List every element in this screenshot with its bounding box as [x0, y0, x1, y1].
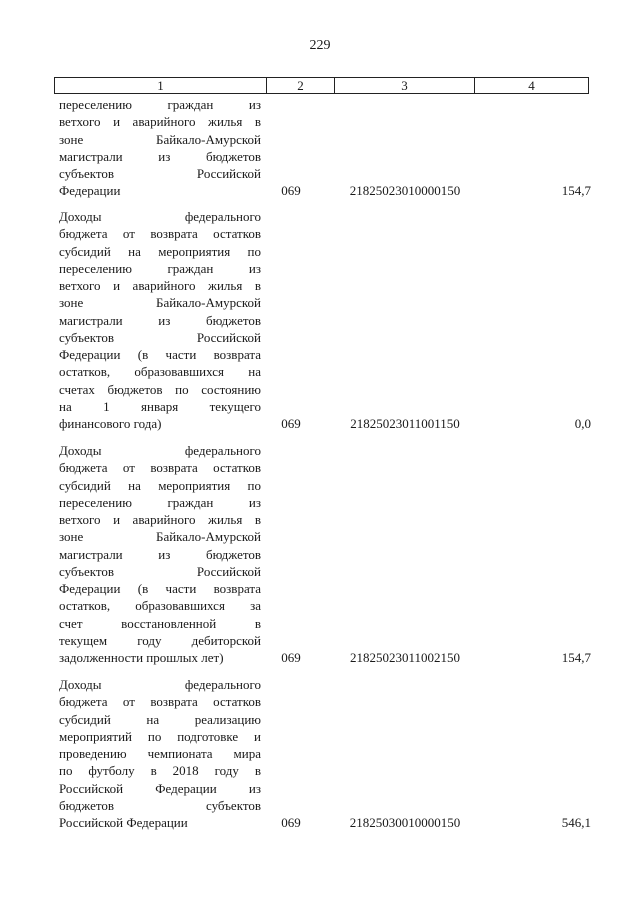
table-row — [59, 442, 591, 666]
admin-code: 069 — [281, 815, 301, 830]
desc-line: остатков, образовавшихся на — [59, 364, 261, 380]
table-row-continuation — [59, 96, 591, 200]
desc-line: магистрали из бюджетов — [59, 148, 261, 164]
header-row — [55, 78, 589, 94]
amount: 0,0 — [574, 416, 591, 431]
desc-line: бюджета от возврата остатков — [59, 460, 261, 476]
row-description — [59, 442, 261, 666]
desc-line: субсидий на реализацию — [59, 711, 261, 727]
desc-line: финансового года) — [59, 416, 162, 431]
desc-line: бюджета от возврата остатков — [59, 226, 261, 242]
desc-line: зоне Байкало-Амурской — [59, 295, 261, 311]
bk-code: 21825030010000150 — [349, 815, 461, 830]
desc-line: субъектов Российской — [59, 166, 261, 181]
desc-line: переселению граждан из — [59, 97, 261, 112]
desc-line: ветхого и аварийного жилья в — [59, 114, 261, 130]
desc-line: ветхого и аварийного жилья в — [59, 512, 261, 527]
row-description — [59, 676, 261, 831]
desc-line: Федерации — [59, 183, 121, 199]
desc-line: Российской Федерации — [59, 815, 188, 830]
table-header — [54, 77, 589, 94]
desc-line: субъектов Российской — [59, 329, 261, 345]
bk-code: 21825023011002150 — [349, 650, 461, 665]
header-col-2: 2 — [267, 78, 335, 94]
page-number: 229 — [309, 38, 331, 53]
desc-line: магистрали из бюджетов — [59, 312, 261, 328]
row-description — [59, 208, 261, 432]
desc-line: по футболу в 2018 году в — [59, 763, 261, 779]
header-col-1: 1 — [55, 78, 267, 94]
header-col-4: 4 — [475, 78, 589, 94]
desc-line: ветхого и аварийного жилья в — [59, 278, 261, 293]
table-row — [59, 208, 591, 432]
desc-line: Доходы федерального — [59, 677, 261, 692]
desc-line: бюджетов субъектов — [59, 797, 261, 813]
desc-line: переселению граждан из — [59, 260, 261, 276]
desc-line: задолженности прошлых лет) — [59, 650, 224, 665]
desc-line: бюджета от возврата остатков — [59, 694, 261, 710]
desc-line: субсидий на мероприятия по — [59, 243, 261, 259]
desc-line: проведению чемпионата мира — [59, 746, 261, 761]
admin-code: 069 — [281, 650, 301, 665]
desc-line: остатков, образовавшихся за — [59, 598, 261, 614]
desc-line: Российской Федерации из — [59, 780, 261, 796]
desc-line: Доходы федерального — [59, 209, 261, 224]
desc-line: счет восстановленной в — [59, 615, 261, 631]
row-description — [59, 96, 261, 200]
desc-line: Федерации (в части возврата — [59, 347, 261, 362]
desc-line: Доходы федерального — [59, 443, 261, 458]
desc-line: субсидий на мероприятия по — [59, 477, 261, 493]
amount: 546,1 — [561, 815, 591, 830]
desc-line: зоне Байкало-Амурской — [59, 131, 261, 147]
desc-line: на 1 января текущего — [59, 398, 261, 414]
desc-line: зоне Байкало-Амурской — [59, 529, 261, 545]
admin-code: 069 — [281, 416, 301, 431]
desc-line: текущем году дебиторской — [59, 632, 261, 648]
header-col-3: 3 — [335, 78, 475, 94]
amount: 154,7 — [561, 183, 591, 199]
desc-line: субъектов Российской — [59, 563, 261, 579]
desc-line: Федерации (в части возврата — [59, 581, 261, 596]
table-row — [59, 676, 591, 831]
desc-line: магистрали из бюджетов — [59, 546, 261, 562]
desc-line: мероприятий по подготовке и — [59, 728, 261, 744]
bk-code: 21825023010000150 — [349, 183, 461, 199]
amount: 154,7 — [561, 650, 591, 665]
admin-code: 069 — [281, 183, 301, 199]
desc-line: переселению граждан из — [59, 494, 261, 510]
desc-line: счетах бюджетов по состоянию — [59, 381, 261, 397]
bk-code: 21825023011001150 — [350, 416, 460, 431]
